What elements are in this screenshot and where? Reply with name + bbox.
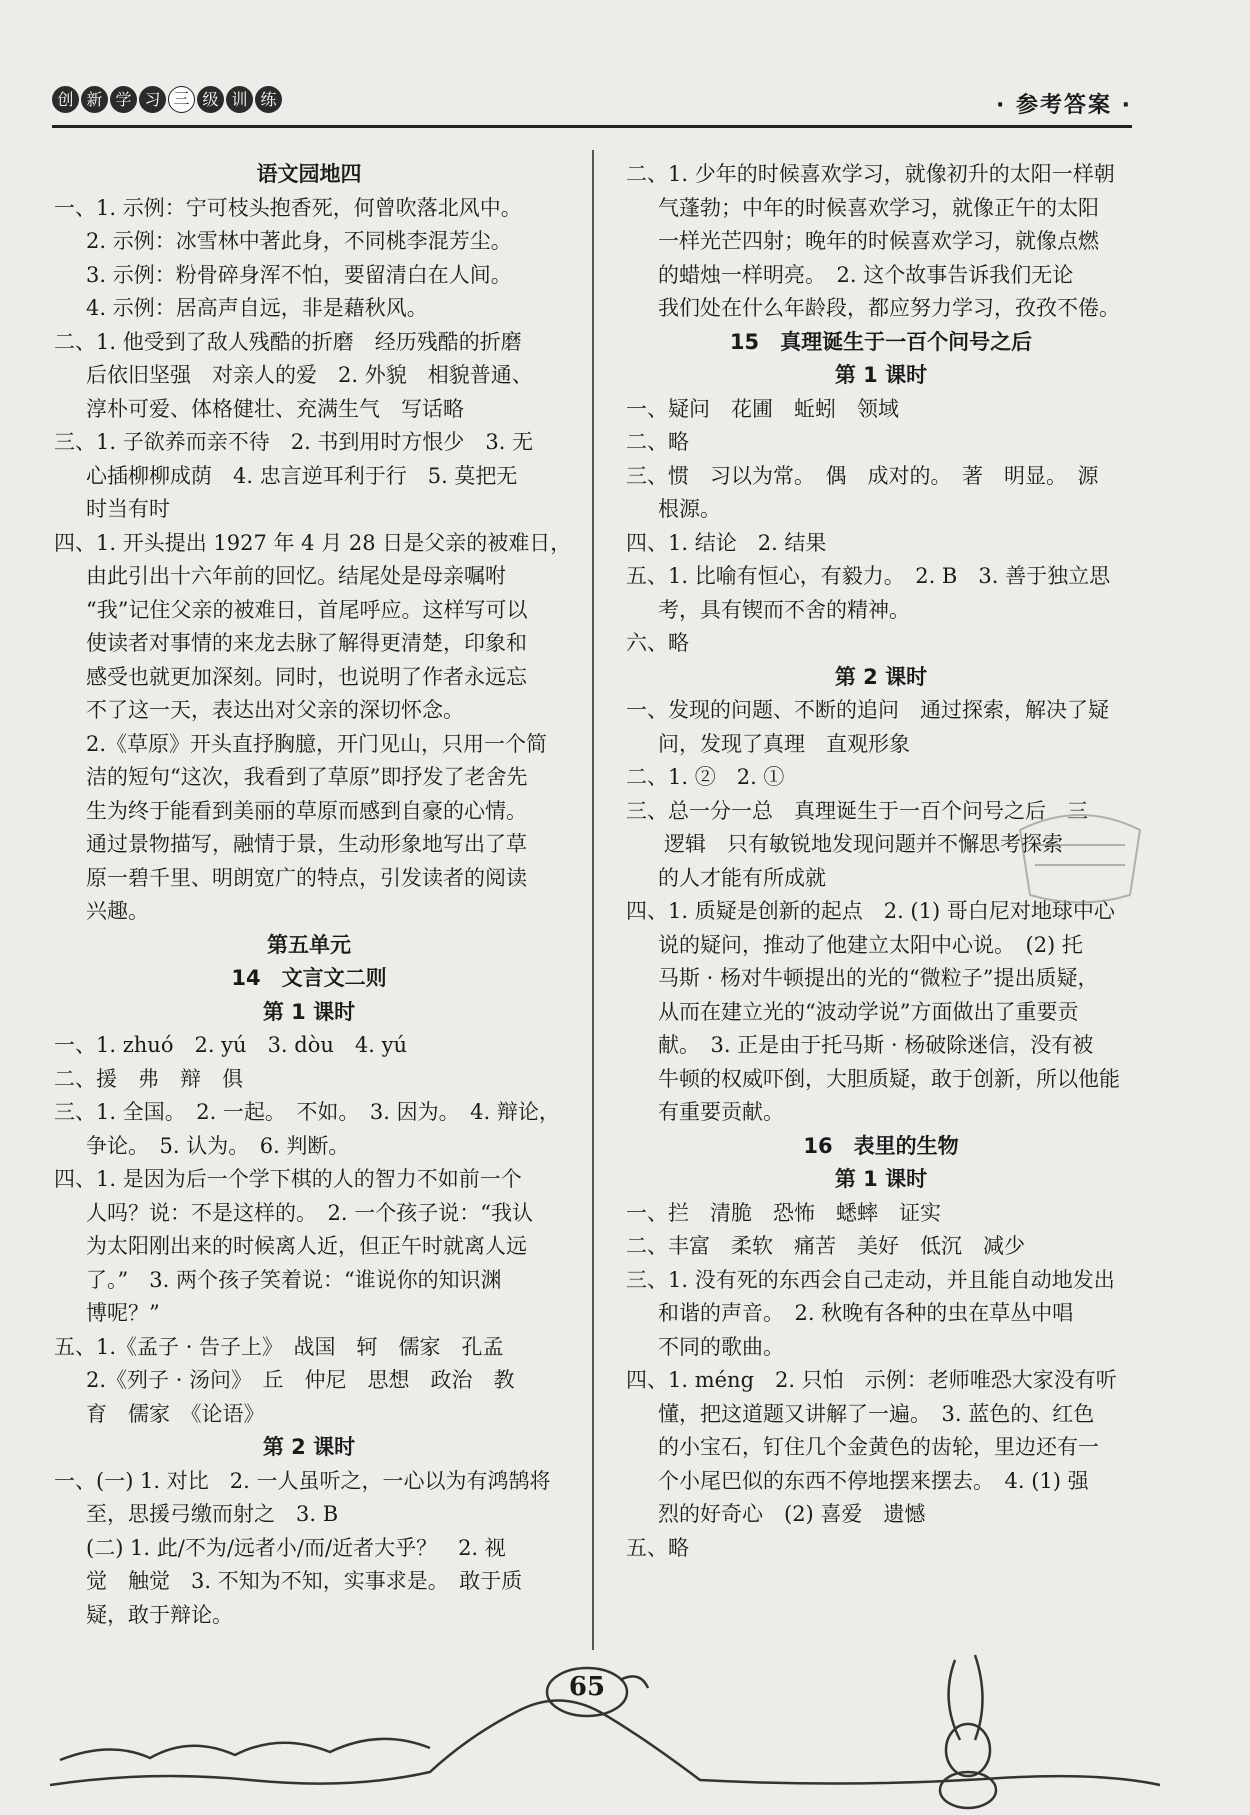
answer-line: 争论。 5. 认为。 6. 判断。	[86, 1133, 350, 1158]
answer-line: 从而在建立光的“波动学说”方面做出了重要贡	[658, 999, 1079, 1024]
answer-line: 育 儒家 《论语》	[86, 1401, 265, 1426]
answer-line: 原一碧千里、明朗宽广的特点，引发读者的阅读	[86, 865, 527, 890]
answer-line: 二、援 弗 辩 俱	[54, 1066, 243, 1091]
answer-line: 五、1. 比喻有恒心，有毅力。 2. B 3. 善于独立思	[626, 564, 1111, 588]
answer-line: 感受也就更加深刻。同时，也说明了作者永远忘	[86, 664, 527, 689]
answer-line: 一样光芒四射；晚年的时候喜欢学习，就像点燃	[658, 229, 1099, 253]
answer-line: 至，思援弓缴而射之 3. B	[86, 1502, 339, 1526]
page-number: 65	[568, 1672, 606, 1702]
section-heading: 第五单元	[267, 932, 351, 957]
section-heading: 语文园地四	[256, 162, 362, 186]
series-char: 级	[197, 86, 224, 113]
homework-stamp-icon	[1010, 800, 1150, 910]
answer-line: 一、发现的问题、不断的追问 通过探索，解决了疑	[626, 698, 1109, 722]
answer-line: 二、1. 他受到了敌人残酷的折磨 经历残酷的折磨	[54, 329, 522, 354]
section-heading: 第 2 课时	[262, 1435, 356, 1459]
answer-line: 懂，把这道题又讲解了一遍。 3. 蓝色的、红色	[658, 1401, 1095, 1426]
answer-line: 四、1. 是因为后一个学下棋的人的智力不如前一个	[54, 1167, 522, 1191]
answer-line: 淳朴可爱、体格健壮、充满生气 写话略	[86, 396, 464, 421]
answer-line: 不同的歌曲。	[658, 1334, 784, 1359]
answer-line: 由此引出十六年前的回忆。结尾处是母亲嘱咐	[86, 564, 506, 588]
answer-line: 不了这一天，表达出对父亲的深切怀念。	[86, 698, 464, 722]
answer-line: 一、(一) 1. 对比 2. 一人虽听之，一心以为有鸿鹄将	[54, 1468, 551, 1493]
answer-line: 气蓬勃；中年的时候喜欢学习，就像正午的太阳	[658, 195, 1099, 220]
series-title	[52, 86, 282, 113]
answer-line: “我”记住父亲的被难日，首尾呼应。这样写可以	[86, 597, 528, 622]
answer-line: 四、1. 质疑是创新的起点 2. (1) 哥白尼对地球中心	[626, 899, 1115, 923]
answer-line: 四、1. 结论 2. 结果	[626, 530, 827, 555]
series-char: 三	[168, 86, 195, 113]
section-heading: 第 1 课时	[262, 999, 356, 1024]
answer-line: 根源。	[658, 497, 721, 521]
answer-line: 2.《列子 · 汤问》 丘 仲尼 思想 政治 教	[86, 1368, 515, 1392]
answer-line: 三、总一分一总 真理诞生于一百个问号之后 三	[626, 798, 1088, 823]
answer-line: 和谐的声音。 2. 秋晚有各种的虫在草丛中唱	[658, 1301, 1074, 1325]
answer-line: 博呢？”	[86, 1301, 160, 1325]
answer-line: 四、1. 开头提出 1927 年 4 月 28 日是父亲的被难日，	[54, 530, 572, 555]
answer-line: 时当有时	[86, 497, 170, 521]
answer-line: 个小尾巴似的东西不停地摆来摆去。 4. (1) 强	[658, 1468, 1089, 1493]
answer-line: 牛顿的权威吓倒，大胆质疑，敢于创新，所以他能	[658, 1066, 1120, 1091]
answer-line: 三、1. 全国。 2. 一起。 不如。 3. 因为。 4. 辩论，	[54, 1100, 560, 1124]
answer-line: 一、1. zhuó 2. yú 3. dòu 4. yú	[54, 1033, 407, 1057]
answer-line: 说的疑问，推动了他建立太阳中心说。 (2) 托	[658, 932, 1083, 957]
series-char: 学	[110, 86, 137, 113]
answer-line: 后依旧坚强 对亲人的爱 2. 外貌 相貌普通、	[86, 363, 533, 387]
answer-line: 疑，敢于辩论。	[86, 1602, 233, 1627]
answer-line: 一、1. 示例：宁可枝头抱香死，何曾吹落北风中。	[54, 195, 522, 220]
answer-line: 4. 示例：居高声自远，非是藉秋风。	[86, 296, 428, 320]
section-heading: 14 文言文二则	[231, 966, 387, 990]
answer-line: 了。” 3. 两个孩子笑着说：“谁说你的知识渊	[86, 1267, 502, 1292]
answer-line: 一、拦 清脆 恐怖 蟋蟀 证实	[626, 1200, 941, 1225]
answer-line: 二、略	[626, 430, 689, 454]
answer-line: 3. 示例：粉骨碎身浑不怕，要留清白在人间。	[86, 262, 512, 287]
series-char: 练	[255, 86, 282, 113]
answer-line: 马斯 · 杨对牛顿提出的光的“微粒子”提出质疑，	[658, 966, 1099, 990]
answer-line: 逻辑 只有敏锐地发现问题并不懈思考探索	[664, 832, 1063, 856]
footer-decoration	[0, 1640, 1250, 1815]
answer-line: 觉 触觉 3. 不知为不知，实事求是。 敢于质	[86, 1569, 523, 1593]
answer-line: 通过景物描写，融情于景，生动形象地写出了草	[86, 832, 527, 856]
answer-line: 二、丰富 柔软 痛苦 美好 低沉 减少	[626, 1234, 1025, 1258]
answer-line: 洁的短句“这次，我看到了草原”即抒发了老舍先	[86, 765, 528, 789]
answer-line: 五、略	[626, 1535, 689, 1560]
answer-line: 我们处在什么年龄段，都应努力学习，孜孜不倦。	[658, 296, 1120, 320]
answer-line: 有重要贡献。	[658, 1100, 784, 1124]
series-char: 习	[139, 86, 166, 113]
answer-line: (二) 1. 此/不为/远者小/而/近者大乎？ 2. 视	[86, 1535, 506, 1560]
answer-section-title: · 参考答案 ·	[995, 93, 1132, 118]
answer-line: 五、1.《孟子 · 告子上》 战国 轲 儒家 孔孟	[54, 1334, 504, 1359]
series-char: 创	[52, 86, 79, 113]
section-heading: 16 表里的生物	[803, 1133, 959, 1158]
answer-line: 的人才能有所成就	[658, 865, 826, 890]
answer-line: 烈的好奇心 (2) 喜爱 遗憾	[658, 1502, 926, 1526]
answer-line: 一、疑问 花圃 蚯蚓 领域	[626, 396, 899, 421]
answer-line: 三、1. 没有死的东西会自己走动，并且能自动地发出	[626, 1267, 1115, 1292]
column-divider	[592, 150, 594, 1650]
answer-line: 考，具有锲而不舍的精神。	[658, 597, 910, 622]
answer-line: 三、惯 习以为常。 偶 成对的。 著 明显。 源	[626, 463, 1099, 488]
section-heading: 15 真理诞生于一百个问号之后	[729, 329, 1033, 354]
answer-line: 为太阳刚出来的时候离人近，但正午时就离人远	[86, 1234, 527, 1258]
section-heading: 第 1 课时	[834, 363, 928, 387]
page-header	[52, 80, 1132, 124]
header-rule	[52, 125, 1132, 128]
answer-line: 心插柳柳成荫 4. 忠言逆耳利于行 5. 莫把无	[86, 463, 518, 488]
answer-line: 献。 3. 正是由于托马斯 · 杨破除迷信，没有被	[658, 1033, 1094, 1057]
answer-line: 使读者对事情的来龙去脉了解得更清楚，印象和	[86, 631, 527, 655]
section-heading: 第 1 课时	[834, 1167, 928, 1191]
left-column	[54, 158, 572, 1632]
series-char: 新	[81, 86, 108, 113]
answer-line: 问，发现了真理 直观形象	[658, 731, 910, 756]
answer-line: 生为终于能看到美丽的草原而感到自豪的心情。	[86, 798, 527, 823]
section-heading: 第 2 课时	[834, 664, 928, 689]
answer-line: 人吗？说：不是这样的。 2. 一个孩子说：“我认	[86, 1200, 533, 1225]
answer-line: 四、1. méng 2. 只怕 示例：老师唯恐大家没有听	[626, 1368, 1117, 1392]
answer-line: 2.《草原》开头直抒胸臆，开门见山，只用一个简	[86, 731, 548, 756]
answer-line: 二、1. 少年的时候喜欢学习，就像初升的太阳一样朝	[626, 162, 1115, 186]
answer-line: 2. 示例：冰雪林中著此身，不同桃李混芳尘。	[86, 229, 512, 253]
series-char: 训	[226, 86, 253, 113]
answer-line: 的小宝石，钉住几个金黄色的齿轮，里边还有一	[658, 1435, 1099, 1459]
answer-line: 六、略	[626, 631, 689, 655]
answer-line: 二、1. ② 2. ①	[626, 765, 785, 789]
answer-line: 兴趣。	[86, 899, 149, 923]
answer-line: 的蜡烛一样明亮。 2. 这个故事告诉我们无论	[658, 262, 1074, 287]
answer-line: 三、1. 子欲养而亲不待 2. 书到用时方恨少 3. 无	[54, 430, 534, 454]
